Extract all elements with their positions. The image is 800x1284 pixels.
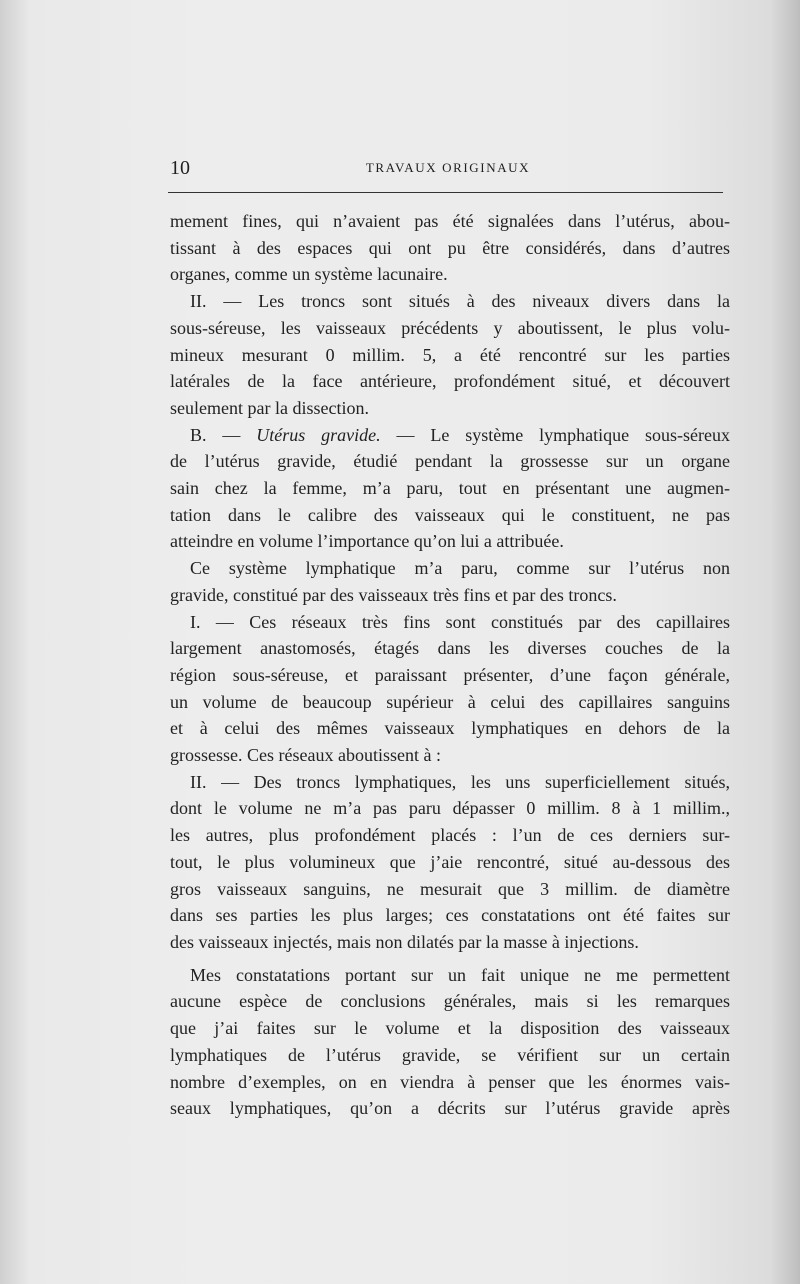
- text-line: aucune espèce de conclusions générales, mais si les remarques: [170, 991, 730, 1012]
- section-label: B. —: [190, 424, 257, 445]
- text-line: organes, comme un système lacunaire.: [170, 264, 448, 285]
- text-line: grossesse. Ces réseaux aboutissent à :: [170, 745, 441, 766]
- text-line: un volume de beaucoup supérieur à celui des capillaires sanguins: [170, 691, 730, 712]
- page-number: 10: [170, 157, 190, 179]
- text-line: Ce système lymphatique m’a paru, comme sur l’utérus non: [190, 558, 730, 579]
- text-line: mineux mesurant 0 millim. 5, a été rencontré sur les parties: [170, 344, 730, 365]
- text-line: atteindre en volume l’importance qu’on lui a attribuée.: [170, 531, 564, 552]
- text-line: et à celui des mêmes vaisseaux lymphatiques en dehors de la: [170, 718, 730, 739]
- text-line: latérales de la face antérieure, profondément situé, et découvert: [170, 371, 730, 392]
- running-head: TRAVAUX ORIGINAUX: [365, 160, 531, 175]
- text-line: I. — Ces réseaux très fins sont constitués par des capillaires: [190, 611, 730, 632]
- text-line: tout, le plus volumineux que j’aie rencontré, situé au-dessous des: [170, 851, 730, 872]
- text-line: II. — Des troncs lymphatiques, les uns superficiellement situés,: [190, 771, 730, 792]
- text-line: que j’ai faites sur le volume et la disposition des vaisseaux: [170, 1018, 730, 1039]
- text-line: mement fines, qui n’avaient pas été signalées dans l’utérus, abou-: [170, 211, 730, 231]
- text-line: de l’utérus gravide, étudié pendant la grossesse sur un organe: [170, 451, 730, 472]
- text-line: gravide, constitué par des vaisseaux très fins et par des troncs.: [170, 584, 617, 605]
- text-line: II. — Les troncs sont situés à des niveaux divers dans la: [190, 291, 730, 312]
- text-line: région sous-séreuse, et paraissant présenter, d’une façon générale,: [170, 664, 730, 685]
- text-line: des vaisseaux injectés, mais non dilatés par la masse à injections.: [170, 931, 639, 952]
- text-line: tation dans le calibre des vaisseaux qui le constituent, ne pas: [170, 504, 730, 525]
- section-text: — Le système lymphatique sous-séreux: [380, 424, 730, 445]
- text-line: tissant à des espaces qui ont pu être considérés, dans d’autres: [170, 237, 730, 258]
- page-header: [170, 156, 726, 180]
- text-line: [170, 422, 730, 449]
- body-text: [170, 208, 730, 1122]
- section-title: Utérus gravide.: [256, 424, 381, 445]
- text-line: gros vaisseaux sanguins, ne mesurait que 3 millim. de diamètre: [170, 878, 730, 899]
- text-line: seulement par la dissection.: [170, 397, 369, 418]
- text-line: dans ses parties les plus larges; ces constatations ont été faites sur: [170, 905, 730, 926]
- text-line: dont le volume ne m’a pas paru dépasser 0 millim. 8 à 1 millim.,: [170, 798, 730, 819]
- text-line: nombre d’exemples, on en viendra à penser que les énormes vais-: [170, 1071, 730, 1092]
- text-line: largement anastomosés, étagés dans les diverses couches de la: [170, 638, 730, 659]
- header-rule: [168, 192, 723, 193]
- text-line: lymphatiques de l’utérus gravide, se vérifient sur un certain: [170, 1044, 730, 1065]
- text-line: sous-séreuse, les vaisseaux précédents y aboutissent, le plus volu-: [170, 317, 730, 338]
- text-line: Mes constatations portant sur un fait unique ne me permettent: [190, 964, 730, 985]
- text-line: sain chez la femme, m’a paru, tout en présentant une augmen-: [170, 478, 730, 499]
- text-line: les autres, plus profondément placés : l’un de ces derniers sur-: [170, 825, 730, 846]
- text-line: seaux lymphatiques, qu’on a décrits sur l’utérus gravide après: [170, 1098, 730, 1119]
